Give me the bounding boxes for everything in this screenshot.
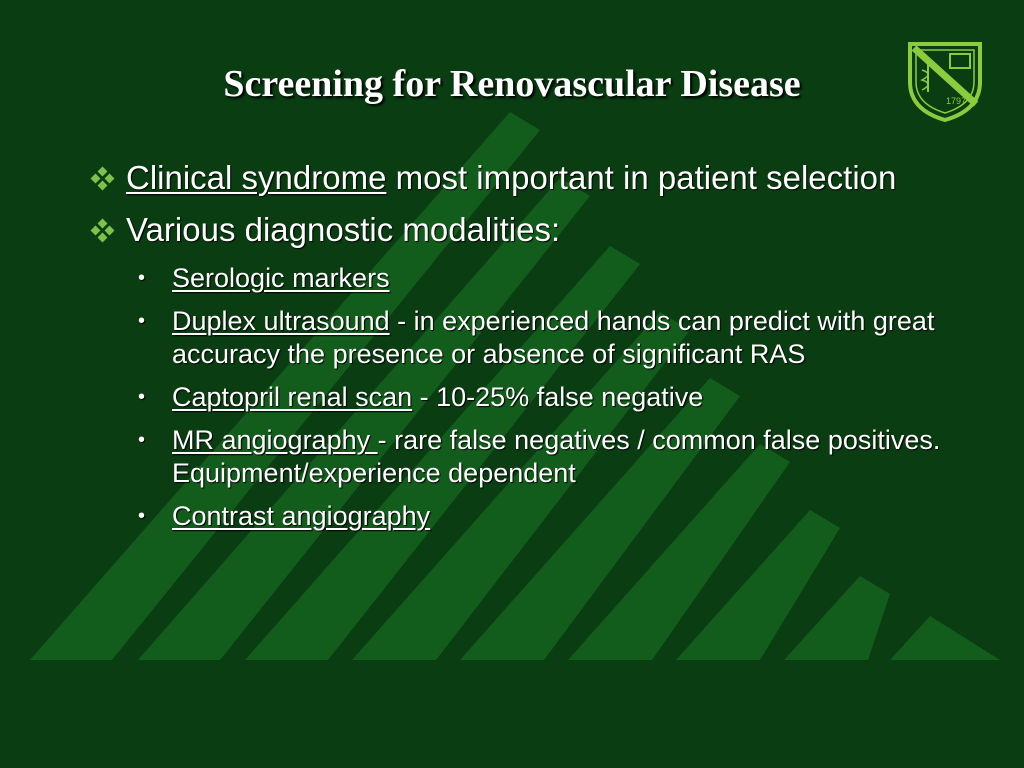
bullet-dot-icon: • <box>138 386 146 408</box>
sub-bullet-underlined-text: Duplex ultrasound <box>172 306 390 336</box>
bullet-dot-icon: • <box>138 267 146 289</box>
sub-bullet-duplex <box>88 305 968 371</box>
bullet-diagnostic-modalities <box>88 210 968 250</box>
slide-title: Screening for Renovascular Disease <box>223 63 801 105</box>
sub-bullet-text: - in experienced hands can predict with great accuracy the presence or absence of significant RAS <box>172 306 935 369</box>
sub-bullet-text: - rare false negatives / common false positives. Equipment/experience dependent <box>172 425 941 488</box>
sub-bullet-text: - 10-25% false negative <box>412 382 704 412</box>
sub-bullet-serologic <box>88 262 968 295</box>
logo-year: 1797 <box>945 96 967 106</box>
diamond-bullet-icon <box>88 166 118 192</box>
bullet-clinical-syndrome <box>88 158 968 198</box>
bullet-text: Various diagnostic modalities: <box>126 211 561 248</box>
sub-bullet-underlined-text: MR angiography <box>172 425 378 455</box>
sub-bullet-mr-angiography <box>88 424 968 490</box>
bullet-underlined-text: Clinical syndrome <box>126 159 387 196</box>
crest-icon <box>906 40 984 122</box>
sub-bullet-underlined-text: Captopril renal scan <box>172 382 413 412</box>
bullet-dot-icon: • <box>138 429 146 451</box>
sub-bullet-underlined-text: Contrast angiography <box>172 501 431 531</box>
bullet-text: most important in patient selection <box>386 159 897 196</box>
bullet-dot-icon: • <box>138 310 146 332</box>
sub-bullet-underlined-text: Serologic markers <box>172 263 390 293</box>
slide-body <box>88 158 968 543</box>
diamond-bullet-icon <box>88 218 118 244</box>
sub-bullet-captopril <box>88 381 968 414</box>
sub-bullet-contrast-angiography <box>88 500 968 533</box>
bullet-dot-icon: • <box>138 505 146 527</box>
